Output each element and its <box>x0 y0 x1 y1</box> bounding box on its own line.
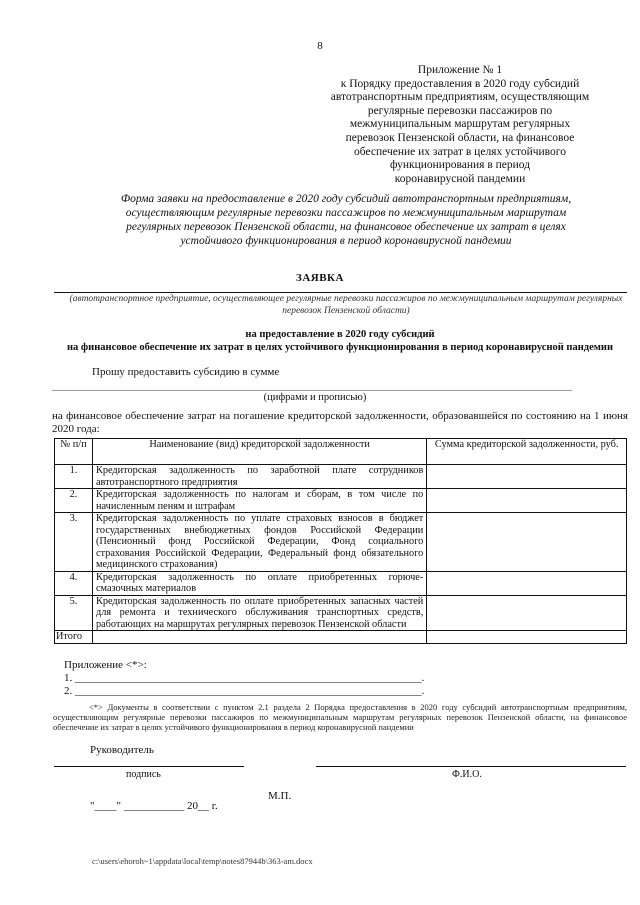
row-num: 3. <box>55 513 93 572</box>
total-name-cell <box>92 631 426 644</box>
attachment-item: 1. _______________________________________________________________. <box>64 672 425 684</box>
document-title: ЗАЯВКА <box>296 272 344 284</box>
row-sum-cell[interactable] <box>427 571 627 595</box>
attachment-item: 2. _______________________________________________________________. <box>64 685 425 697</box>
fio-line <box>316 766 626 767</box>
total-sum-cell[interactable] <box>427 631 627 644</box>
form-title-line: регулярных перевозок Пензенской области, на финансовое обеспечение их затрат в целях <box>126 221 566 233</box>
purpose-text: на финансовое обеспечение затрат на погашение кредиторской задолженности, образовавшейся по состоянию на 1 июня 2020 года: <box>52 410 628 435</box>
total-label: Итого <box>55 631 93 644</box>
form-title <box>66 192 626 248</box>
row-name: Кредиторская задолженность по налогам и сборам, в том числе по начисленным пеням и штрафам <box>92 489 426 513</box>
attachment-block <box>64 659 424 698</box>
row-name: Кредиторская задолженность по заработной плате сотрудников автотранспортного предприятия <box>92 465 426 489</box>
organization-note: (автотранспортное предприятие, осуществляющее регулярные перевозки пассажиров по межмуниципальным маршрутам регулярных перевозок Пензенской области) <box>69 294 623 316</box>
date-line: "____" ___________ 20__ г. <box>90 800 218 812</box>
amount-line <box>52 390 572 391</box>
row-name: Кредиторская задолженность по оплате приобретенных запасных частей для ремонта и технического обслуживания транспортных средств, работающих на маршрутах регулярных перевозок Пензенской области <box>92 595 426 631</box>
form-title-line: осуществляющим регулярные перевозки пассажиров по межмуниципальным маршрутам <box>125 207 567 219</box>
stamp-label: М.П. <box>268 790 292 802</box>
file-path: c:\users\ehoroh~1\appdata\local\temp\notes87944b\363-am.docx <box>92 856 313 866</box>
signature-label: подпись <box>126 769 161 780</box>
form-title-line: устойчивого функционирования в период коронавирусной пандемии <box>180 235 512 247</box>
row-sum-cell[interactable] <box>427 595 627 631</box>
amount-note: (цифрами и прописью) <box>263 392 367 403</box>
row-sum-cell[interactable] <box>427 465 627 489</box>
row-sum-cell[interactable] <box>427 513 627 572</box>
page-number: 8 <box>317 40 323 52</box>
row-name: Кредиторская задолженность по уплате страховых взносов в бюджет государственных внебюджетных фондов Российской Федерации (Пенсионный фонд Российской Федерации, Фонд социального страхования Российской Федерации, Федеральный фонд обязательного медицинского страхования) <box>92 513 426 572</box>
row-num: 4. <box>55 571 93 595</box>
appendix-line: регулярные перевозки пассажиров по <box>367 104 553 117</box>
footnote: <*> Документы в соответствии с пунктом 2.1 раздела 2 Порядка предоставления в 2020 году субсидий автотранспортным предприятиям, осуществляющим регулярные перевозки пассажиров по межмуниципальным маршрутам регулярных перевозок Пензенской области, на финансовое обеспечение их затрат в целях устойчивого функционирования в период коронавирусной пандемии <box>53 702 627 732</box>
table-row <box>55 595 627 631</box>
table-row <box>55 571 627 595</box>
header-sum: Сумма кредиторской задолженности, руб. <box>427 439 627 465</box>
row-name: Кредиторская задолженность по оплате приобретенных горюче-смазочных материалов <box>92 571 426 595</box>
row-num: 5. <box>55 595 93 631</box>
row-sum-cell[interactable] <box>427 489 627 513</box>
subtitle-line: на предоставление в 2020 году субсидий <box>245 329 435 340</box>
appendix-line: функционирования в период <box>389 159 531 172</box>
header-num: № п/п <box>55 439 93 465</box>
organization-line <box>54 292 627 293</box>
appendix-header <box>300 64 620 186</box>
appendix-line: Приложение № 1 <box>417 64 503 76</box>
subtitle-line: на финансовое обеспечение их затрат в целях устойчивого функционирования в период коронавирусной пандемии <box>66 341 613 353</box>
appendix-line: межмуниципальным маршрутам регулярных <box>349 118 571 131</box>
application-subtitle <box>40 329 640 354</box>
row-num: 1. <box>55 465 93 489</box>
table-row <box>55 465 627 489</box>
table-row <box>55 513 627 572</box>
header-name: Наименование (вид) кредиторской задолженности <box>92 439 426 465</box>
fio-label: Ф.И.О. <box>452 769 482 780</box>
appendix-line: коронавирусной пандемии <box>394 172 526 185</box>
form-title-line: Форма заявки на предоставление в 2020 году субсидий автотранспортным предприятиям, <box>120 193 572 205</box>
table-row <box>55 489 627 513</box>
appendix-line: обеспечение их затрат в целях устойчивого <box>354 145 566 158</box>
request-text: Прошу предоставить субсидию в сумме <box>92 366 280 378</box>
signature-line <box>54 766 244 767</box>
total-row <box>55 631 627 644</box>
appendix-line: к Порядку предоставления в 2020 году субсидий <box>340 77 580 90</box>
attachment-label: Приложение <*>: <box>64 659 147 671</box>
debts-table <box>54 438 627 644</box>
head-label: Руководитель <box>90 744 154 756</box>
appendix-line: перевозок Пензенской области, на финансовое <box>345 131 575 144</box>
appendix-line: автотранспортным предприятиям, осуществляющим <box>330 91 590 104</box>
row-num: 2. <box>55 489 93 513</box>
